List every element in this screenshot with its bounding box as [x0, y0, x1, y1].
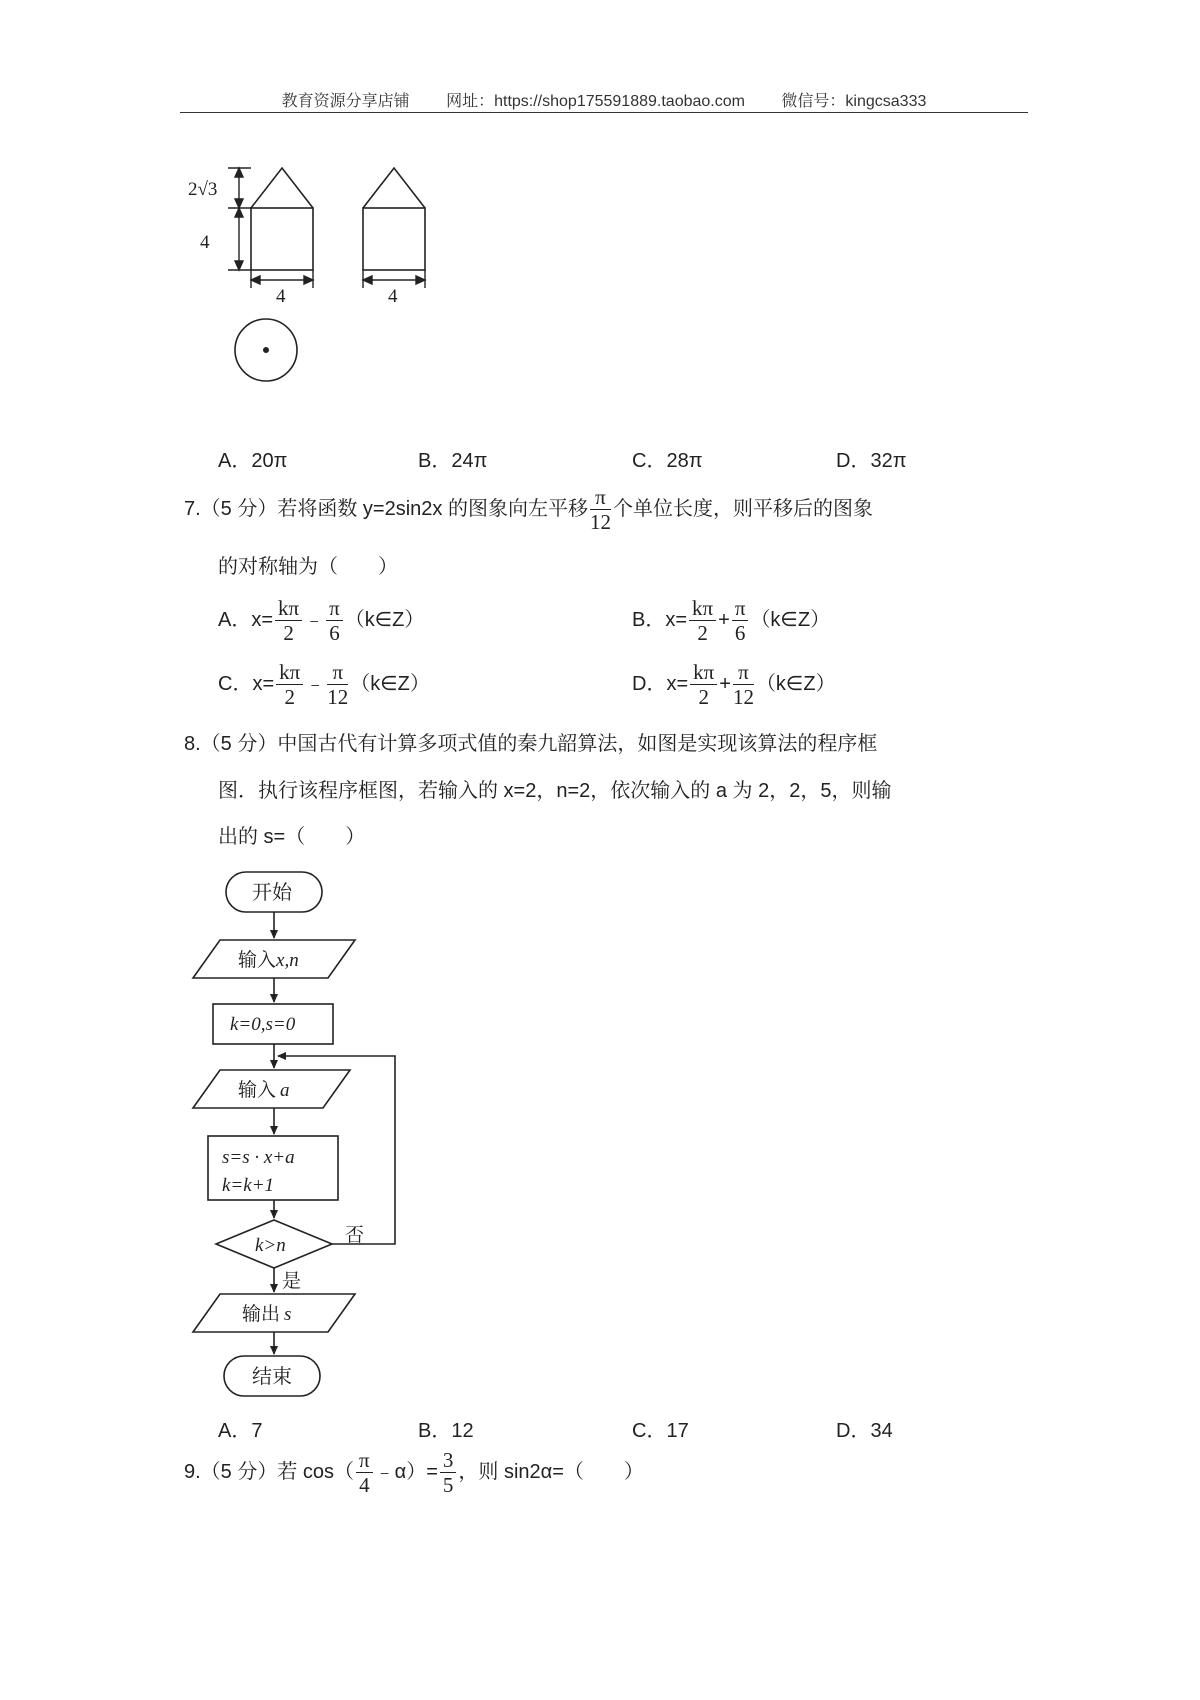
flow-init-label: k=0,s=0 [230, 1014, 296, 1035]
svg-text:输入x,n [238, 949, 299, 971]
q6-option-a[interactable]: A．20π [218, 450, 288, 472]
flow-no-label: 否 [345, 1225, 365, 1246]
q7-option-d[interactable]: D．x= $\frac{k\pi}{2}$ + $\frac{\pi}{12}$ （k∈Z） [632, 660, 836, 709]
flowchart [180, 860, 440, 1400]
width-label-left: 4 [276, 286, 286, 307]
top-view [235, 319, 297, 381]
q8-line2: 图．执行该程序框图，若输入的 x=2，n=2，依次输入的 a 为 2，2，5，则输 [218, 780, 892, 802]
q6-option-b[interactable]: B．24π [418, 450, 488, 472]
flow-input-xn-vars: x,n [276, 950, 299, 971]
q7-line2: 的对称轴为（ ） [218, 556, 398, 578]
flow-yes-label: 是 [282, 1271, 302, 1292]
page-header [180, 88, 1028, 111]
flow-update-line2: k=k+1 [222, 1175, 275, 1196]
height-dimension [228, 168, 251, 270]
q9-line: 9.（5 分）若 cos（ $\frac{\pi}{4}$ ﹣α）= $\frac{3}{5}$ ，则 sin2α=（ ） [184, 1448, 644, 1497]
flow-start-label: 开始 [252, 882, 292, 904]
q8-option-a[interactable]: A．7 [218, 1420, 263, 1442]
q8-option-d[interactable]: D．34 [836, 1420, 893, 1442]
front-view [251, 168, 313, 270]
flow-input-a-label: 输入 [238, 1080, 277, 1101]
q8-option-b[interactable]: B．12 [418, 1420, 474, 1442]
q9-fraction-2: $\frac{3}{5}$ [440, 1448, 457, 1497]
header-rule [180, 112, 1028, 113]
q8-line1: 8.（5 分）中国古代有计算多项式值的秦九韶算法，如图是实现该算法的程序框 [184, 733, 878, 755]
flow-output-label: 输出 [242, 1304, 281, 1325]
q7-option-b[interactable]: B．x= $\frac{k\pi}{2}$ + $\frac{\pi}{6}$ （k∈Z） [632, 596, 831, 645]
q9-fraction-1: $\frac{\pi}{4}$ [356, 1448, 373, 1497]
height-label-top: 2√3 [188, 179, 218, 200]
flow-input-a-var: a [280, 1080, 290, 1101]
flow-condition-label: k>n [255, 1235, 286, 1256]
header-shop: 教育资源分享店铺 [281, 93, 410, 110]
three-view-figure [180, 160, 500, 430]
q7-option-c[interactable]: C．x= $\frac{k\pi}{2}$ ﹣ $\frac{\pi}{12}$ （k∈Z） [218, 660, 430, 709]
q7-line1: 7.（5 分）若将函数 y=2sin2x 的图象向左平移 $\frac{\pi}{12}$ 个单位长度，则平移后的图象 [184, 485, 873, 534]
q7-shift-fraction: $\frac{\pi}{12}$ [589, 485, 611, 534]
height-label-bottom: 4 [200, 232, 210, 253]
q8-option-c[interactable]: C．17 [632, 1420, 689, 1442]
q8-line3: 出的 s=（ ） [218, 826, 366, 848]
svg-text:输入a [238, 1079, 290, 1101]
q6-option-c[interactable]: C．28π [632, 450, 703, 472]
header-wechat: 微信号：kingcsa333 [781, 93, 927, 110]
svg-text:输出s [242, 1303, 291, 1325]
flow-output-var: s [284, 1304, 292, 1325]
q6-option-d[interactable]: D．32π [836, 450, 907, 472]
side-view [363, 168, 425, 270]
width-label-right: 4 [388, 286, 398, 307]
header-url: 网址：https://shop175591889.taobao.com [446, 93, 745, 110]
flow-end-label: 结束 [252, 1366, 292, 1388]
flow-update-line1: s=s · x+a [222, 1147, 295, 1168]
flow-input-xn-label: 输入 [238, 950, 277, 971]
q7-option-a[interactable]: A．x= $\frac{k\pi}{2}$ ﹣ $\frac{\pi}{6}$ （k∈Z） [218, 596, 425, 645]
